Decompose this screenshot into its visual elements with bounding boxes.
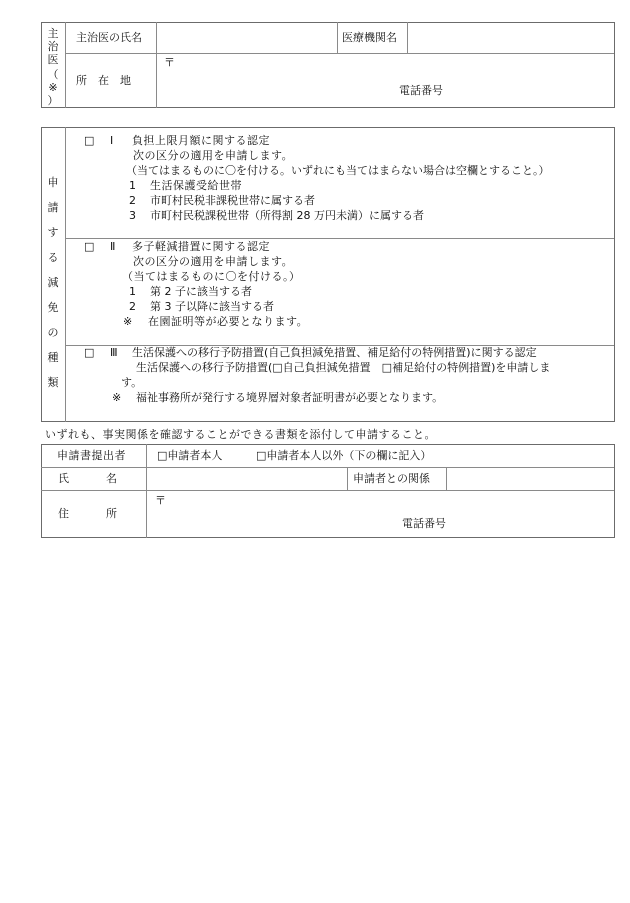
item3-note-mark: ※ <box>112 391 122 404</box>
item1-option2-label: 市町村民税非課税世帯に属する者 <box>150 194 315 207</box>
submitter-address-field[interactable] <box>168 494 608 512</box>
relation-label: 申請者との関係 <box>353 472 430 485</box>
item2-line2: （当てはまるものに〇を付ける。） <box>122 270 301 283</box>
doctor-address-field[interactable] <box>176 56 606 76</box>
label-char: ※ <box>48 81 58 94</box>
name-label: 氏 名 <box>58 472 118 485</box>
item1-checkbox[interactable]: □ <box>84 134 95 147</box>
institution-field[interactable] <box>409 23 613 52</box>
doctor-side-label <box>46 27 60 107</box>
item3-numeral: Ⅲ <box>110 346 118 359</box>
reduction-side-label <box>46 170 60 395</box>
item2-line1: 次の区分の適用を申請します。 <box>133 255 294 268</box>
item2-note: 在園証明等が必要となります。 <box>148 315 309 328</box>
label-char: （ <box>47 68 59 81</box>
relation-field[interactable] <box>448 468 613 489</box>
item2-option2-num: 2 <box>129 300 136 313</box>
item1-option1-label: 生活保護受給世帯 <box>150 179 242 192</box>
item3-line1-wrap: す。 <box>121 376 143 389</box>
label-char: 請 <box>47 201 59 214</box>
submitter-label: 申請書提出者 <box>57 449 126 462</box>
item2-option2-label: 第 3 子以降に該当する者 <box>150 300 274 313</box>
doctor-name-field[interactable] <box>158 23 336 52</box>
label-char: 治 <box>47 40 59 53</box>
label-char: 申 <box>47 176 59 189</box>
item1-option3-num: 3 <box>129 209 136 222</box>
item2-numeral: Ⅱ <box>110 240 116 253</box>
phone-label: 電話番号 <box>399 84 443 97</box>
phone-label: 電話番号 <box>402 517 446 530</box>
label-char: る <box>47 251 59 264</box>
option-self-checkbox[interactable]: □申請者本人 <box>157 449 223 462</box>
address-label: 所 在 地 <box>76 74 131 87</box>
divider <box>407 22 408 53</box>
label-char: 減 <box>47 276 59 289</box>
item1-option2-num: 2 <box>129 194 136 207</box>
label-char: 医 <box>47 53 59 66</box>
doctor-name-label: 主治医の氏名 <box>76 31 142 44</box>
instruction-text: いずれも、事実関係を確認することができる書類を添付して申請すること。 <box>45 428 436 441</box>
label-char: 類 <box>47 376 59 389</box>
divider <box>156 22 157 108</box>
label-char: の <box>47 326 59 339</box>
divider <box>41 490 614 491</box>
item1-option3-label: 市町村民税課税世帯（所得割 28 万円未満）に属する者 <box>150 209 424 222</box>
item1-title: 負担上限月額に関する認定 <box>132 134 270 147</box>
item1-option1-num: 1 <box>129 179 136 192</box>
item1-numeral: Ⅰ <box>110 134 114 147</box>
item1-line1: 次の区分の適用を申請します。 <box>133 149 294 162</box>
divider <box>347 467 348 490</box>
item2-option1-num: 1 <box>129 285 136 298</box>
item3-note: 福祉事務所が発行する境界層対象者証明書が必要となります。 <box>136 391 444 404</box>
label-char: す <box>47 226 59 239</box>
label-char: 主 <box>47 27 59 40</box>
item3-line1: 生活保護への移行予防措置(□自己負担減免措置 □補足給付の特例措置)を申請しま <box>136 361 551 374</box>
divider <box>65 53 614 54</box>
label-char: ） <box>47 94 59 107</box>
divider <box>446 467 447 490</box>
submitter-name-field[interactable] <box>148 468 346 489</box>
divider <box>65 22 66 108</box>
item3-title: 生活保護への移行予防措置(自己負担減免措置、補足給付の特例措置)に関する認定 <box>132 346 537 359</box>
item2-checkbox[interactable]: □ <box>84 240 95 253</box>
divider <box>337 22 338 53</box>
label-char: 種 <box>47 351 59 364</box>
item2-option1-label: 第 2 子に該当する者 <box>150 285 252 298</box>
item2-title: 多子軽減措置に関する認定 <box>132 240 270 253</box>
item1-line2: （当てはまるものに〇を付ける。いずれにも当てはまらない場合は空欄とすること。） <box>126 164 550 177</box>
address-label: 住 所 <box>58 507 118 520</box>
divider <box>146 444 147 538</box>
divider <box>65 127 66 422</box>
divider <box>65 238 614 239</box>
postal-mark: 〒 <box>164 56 175 69</box>
item3-checkbox[interactable]: □ <box>84 346 95 359</box>
institution-label: 医療機関名 <box>342 31 397 44</box>
label-char: 免 <box>47 301 59 314</box>
option-other-checkbox[interactable]: □申請者本人以外（下の欄に記入） <box>256 449 432 462</box>
item2-note-mark: ※ <box>123 315 133 328</box>
postal-mark: 〒 <box>155 494 166 507</box>
